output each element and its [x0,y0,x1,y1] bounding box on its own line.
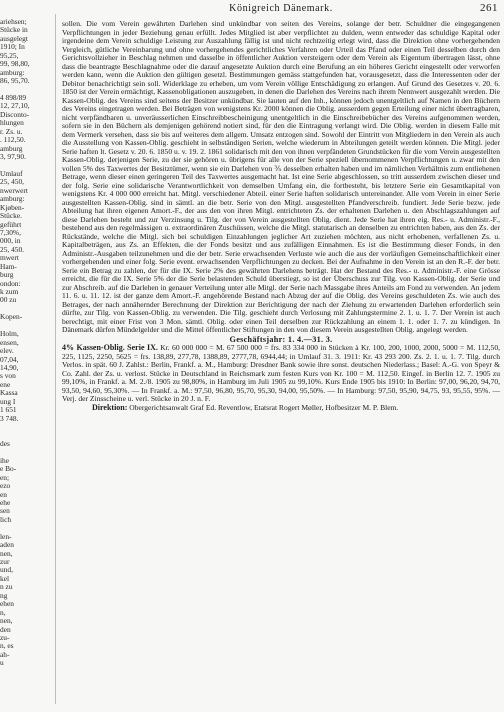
left-column-line: en [0,489,7,499]
left-column-line: ariehsen; [0,18,27,26]
left-column-line: hlungen [0,118,24,128]
left-column-line: r. Zs. u. [0,126,23,136]
page-header [62,3,500,17]
left-column-line: aden [0,540,14,550]
page-number: 261 [480,2,498,14]
left-column-line: ah- [0,649,10,659]
left-column-line: ensen, [0,337,19,347]
left-column-line: 3, 97,90. [0,152,26,161]
left-column-line: 25, 450, [0,177,25,187]
left-column-line: Stücke. [0,211,22,221]
left-column-line: u [0,658,4,668]
left-column-line: Umlauf [0,168,23,178]
left-column-line: elev. [0,346,14,356]
left-column-line: 07,04, [0,354,19,364]
left-column-line: len- [0,531,12,541]
left-column-line: Stücke in [0,25,28,35]
left-column-line: Kassa [0,388,18,398]
left-column-line: ng [0,590,8,600]
left-column-line [0,423,52,431]
directors-text: Obergerichtsanwalt Graf Ed. Reventlow, Etatsrat Rogert Møller, Hofbesitzer M. P. Blem. [127,402,399,412]
left-column-line: nen, [0,616,13,626]
bond-details: Kr. 60 000 000 = M. 67 500 000 = frs. 83 334 000 in Stücken à Kr. 100, 200, 1000, 2000, 5000 = M. 112,50, 225, 1125, 2250, 5625 = frs. 138,89, 277,78, 1388,89, 2777,78, 6944,44; in Umlauf 31. 3. 1911: Kr. 43 293 200. Zs. 2. 1. u. 1. 7. Tilg. durch Verlos. in spät. 60 J. Zahlst.: Berlin, Frankf. a. M., Hamburg: Dresdner Bank sowie ihre sonst. deutschen Niederlass.; Basel: A.-G. von Speyr & Co. Zahl. der Zs. u. verlost. Stücke in Deutschland in Reichsmark zum festen Kurs von Kr. 100 = M. 112,50. Eingef. in Berlin 12. 7. 1905 zu 99,10%, in Frankf. a. M. 2./8. 1905 zu 98,80%, in Hamburg im Juli 1905 zu 99,10%. Kurs Ende 1905 bis 1910: In Berlin: 97,00, 96,20, 94,70, 93,50, 94,60, 95,30%. — In Frankf. a. M.: 97,50, 96,80, 95,70, 95,30, 94,00, 95,50%. — In Hamburg: 97,50, 95,90, 94,75, 93, 95,55, 95%. — Verj. der Zinsscheine u. verl. Stücke in 20 J. n. F. [62,343,500,403]
left-column-line: 7,30%, [0,227,21,237]
left-column-line: mwert [0,253,19,263]
left-column-line: ausgelegt [0,33,28,43]
left-column-line: des [0,438,10,448]
left-column-line: 00 zu [0,295,17,305]
left-column-line: 86, 95,70. [0,76,30,86]
running-head: Königreich Dänemark. [229,3,333,14]
left-column-line: 000, in [0,236,21,246]
left-column-line: 12, 27,10, [0,101,30,111]
business-year-value: 1. 4.—31. 3. [285,334,333,344]
directors-paragraph [62,404,500,413]
bond-title: 4% Kassen-Oblig. Serie IX. [62,343,158,352]
business-year-label: Geschäftsjahr: [229,334,286,344]
previous-page-column-fragment [0,18,52,668]
left-column-line: sen [0,506,10,516]
column-divider [55,14,56,704]
left-column-line: 95,25, [0,50,19,60]
left-column-line: zu- [0,632,10,642]
left-column-line: nen, [0,548,13,558]
left-column-line: 4 898/89 [0,92,27,102]
left-column-line: ung I [0,396,16,406]
left-column-line: Holm, [0,329,19,339]
left-column-line: ene [0,379,11,389]
left-column-line: ehe [0,497,11,507]
left-column-line: nwerwert [0,185,28,195]
left-column-line: burg [0,270,14,280]
left-column-line: ihe [0,455,10,465]
left-column-line: geführt [0,219,22,229]
left-column-line: ezo [0,481,11,491]
main-text-column [62,20,500,412]
left-column-line: kel [0,573,10,583]
left-column-line: e Bo- [0,464,17,474]
left-column-line: den [0,624,11,634]
left-column-line: amburg: [0,67,25,77]
left-column-line: amburg [0,143,23,153]
left-column-line: Disconto- [0,109,30,119]
left-column-line: Kopen- [0,312,23,322]
left-column-line: und, [0,565,13,575]
left-column-line: n, [0,607,6,617]
left-column-line: n zu [0,582,13,592]
left-column-line: 1 651 [0,405,17,415]
left-column-line: 25, 450. [0,244,25,254]
left-column-line: lich [0,514,12,524]
left-column-line: . 112,50. [0,135,26,145]
body-paragraph: sollen. Die vom Verein gewährten Darlehen sind unkündbar von seiten des Vereins, solange der betr. Schuldner die eingegangenen Verpflichtungen in jeder Beziehung genau erfüllt. Jedes Mitglied ist aber verpflichtet zu dulden, wenn entweder das schuldige Kapital oder irgendeine dem Verein schuldige Leistung zur Auszahlung fällig ist und nicht rechtzeitig erlegt wird, dass die Direktion ohne vorhergehenden Vergleich, gütliche Vereinbarung und ohne vorhergehendes gerichtliches Verfahren oder Urteil das Pfand oder einen Teil desselben durch den Gerichtsvollzieher in Beschlag nehmen und dasselbe in öffentlicher Auktion versteigern oder dem Verein als Eigentum übertragen lässt, ohne dass die beantragte Beschlagnahme oder die darauf angesetzte Auktion durch eine Berufung an ein höheres Gericht eingestellt oder verworfen werden kann, wenn die Auktion den gültigen gesetzl. Bestimmungen gemäss stattgefunden hat, vorausgesetzt, dass die Interessenten oder der Debitor benachrichtigt sein soll. Widerklage zu erheben, um vom Verein völlige Entschädigung zu erlangen. Auf Grund des Gesetzes v. 20. 6. 1850 ist der Verein ermächtigt, Kassenobligationen auszugeben, in denen die Darlehen des Vereins nach ihrem Nennwert ausgezahlt werden. Die Kassen-Oblig. des Vereins sind seitens der Besitzer unkündbar. Sie lauten auf den Inh., können jedoch unentgeltlich auf Namen in den Büchern des Vereins eingetragen werden. Bei Beträgen von wenigstens Kr. 2000 können die Oblig. ausserdem gegen Erteilung einer nicht übertragbaren, nicht verpfändbaren u. unveräusserlichen Einschreibbescheinigung unentgeltlich in die Einschreibebücher des Vereins aufgenommen werden, sofern sie in den Büchern als demjenigen gehörend notiert sind, für den die Eintragung verlangt wird. Die Oblig. werden in diesem Falle mit dem Vermerk versehen, dass sie bis auf weiteres dem allgem. Umsatz entzogen sind. Sowohl der Eintritt von Mitgliedern in den Verein als auch die Ausstellung von Kassen-Oblig. geschieht in selbständigen Serien, welche wiederum in Abteilungen geteilt werden können. Die Mitgl. jeder Serie haften lt. Gesetz v. 20. 6. 1850 u. v. 19. 2. 1861 solidarisch mit den von ihnen verpfändeten Grundstücken für die vom Verein ausgestellten Kassen-Oblig. derjenigen Serie, zu der sie gehören u. übrigens für alle von der Serie speziell übernommenen Verpflichtungen u. zwar mit den vollen 5% des Taxwertes der Besitztümer, wenn sie ein Darlehen von ⅗ desselben erhalten haben und im nämlichen Verhältnis zum entliehenen Betrage, wenn dieser einen geringeren Teil des Taxwertes ausgemacht hat. Ist eine Serie abgeschlossen, so tritt ausserdem zwischen dieser und der folg. Serie eine solidarische Verantwortlichkeit von demselben Umfang ein, die fortbesteht, bis letztere Serie ein Gesamtkapital von wenigstens Kr. 4 000 000 erreicht hat. Mitgl. verschiedener Abteil. einer Serie haften solidarisch untereinander. Alle vom Verein in einer Serie ausgestellten Kassen-Oblig. sind in sämtl. an die betr. Serie von den Mitgl. ausgestellten Pfandverschreib. fundiert. Jede Serie bezw. jede Abteilung hat ihren eigenen Amort.-F., der aus den von ihren Mitgl. entrichteten Zs. der erhaltenen Darlehen u. den Abschlagszahlungen auf diese Darlehen besteht und zur Verzinsung u. Tilg. der von Verein ausgestellten Oblig. dient. Jede Serie hat ihren eig. Res.- u. Administr.-F., bestehend aus den regelmässigen u. extraordinären Zuschüssen, welche die Mitgl. statutarisch an denselben zu entrichten haben, aus den Zs. der Rückstände, welche die Mitgl. sich bei schuldigen Einzahlungen jeglicher Art zuziehen möchten, aus nicht erhobenen, verfallenen Zs. u. Kapitalbeträgen, aus Zs. an Effekten, die der Fonds besitzt und aus zufälligen Einnahmen. Es ist die Bestimmung dieser Fonds, in den Administr.-Ausgaben teilzunehmen und die der betr. Serie erwachsenden Verluste wie auch die aus der vorläufigen Gemeinschaftlichkeit einer vorhergehenden und einer folg. Serie event. erwachsenden Verpflichtungen zu decken. Bei der Aufnahme in den Verein ist an den R.-F. der betr. Serie ein Betrag zu zahlen, der für die IX. Serie 2% des gewährten Darlehens beträgt. Hat der Bestand des Res.- u. Administr.-F. eine Grösse erreicht, die für die IX. Serie 5% der die Serie belastenden Schuld überstiegt, so ist der Überschuss zur Tilg. von Kassen-Oblig. der Serie und zur Abschreib. auf die Darlehen in genauer Verteilung unter alle Mitgl. der Serie nach Massgabe ihres Anteils am Fond zu verwenden. An jedem 11. 6. u. 11. 12. ist der ganze dem Amort.-F. angehörende Bestand nach Abzug der auf die Oblig. des Vereins geschuldeten Zs. wie auch des Betrages, der nach annähernder Berechnung der Direktion zur Berichtigung der nach der Ziehung zu erwartenden Darlehen erforderlich sein dürfte, zur Tilg. von Kassen-Oblig. zu verwenden. Die Tilg. geschieht durch Verlosung mit Zahlungstermine 2. 1. u. 1. 7. Der Verein ist auch berechtigt, mit einer Frist von 3 Mon. sämtl. Oblig. oder einen Teil derselben zur Rückzahlung an einem 1. 1. oder 1. 7. zu kündigen. In Dänemark dürfen Mündelgelder und die Mittel öffentlicher Stiftungen in den von diesem Verein ausgestellten Oblig. angelegt werden. [62,19,500,334]
left-column-line: Ham- [0,261,17,271]
left-column-line: 14,90, [0,362,19,372]
left-column-line: 1910; In [0,42,25,52]
left-column-line: ondon: [0,278,21,288]
bond-paragraph [62,344,500,404]
left-column-line: ehen [0,599,14,609]
left-column-line: amburg: [0,194,25,204]
left-column-line: en; [0,472,10,482]
directors-label: Direktion: [92,402,128,412]
left-column-line: s von [0,371,16,381]
left-column-line: Kjøben- [0,202,25,212]
left-column-line: n, es [0,641,14,651]
left-column-line: 99, 98,80, [0,59,30,69]
left-column-line: k zum [0,287,19,296]
left-column-line: zur [0,557,10,566]
left-column-line: 3 748. [0,413,19,423]
